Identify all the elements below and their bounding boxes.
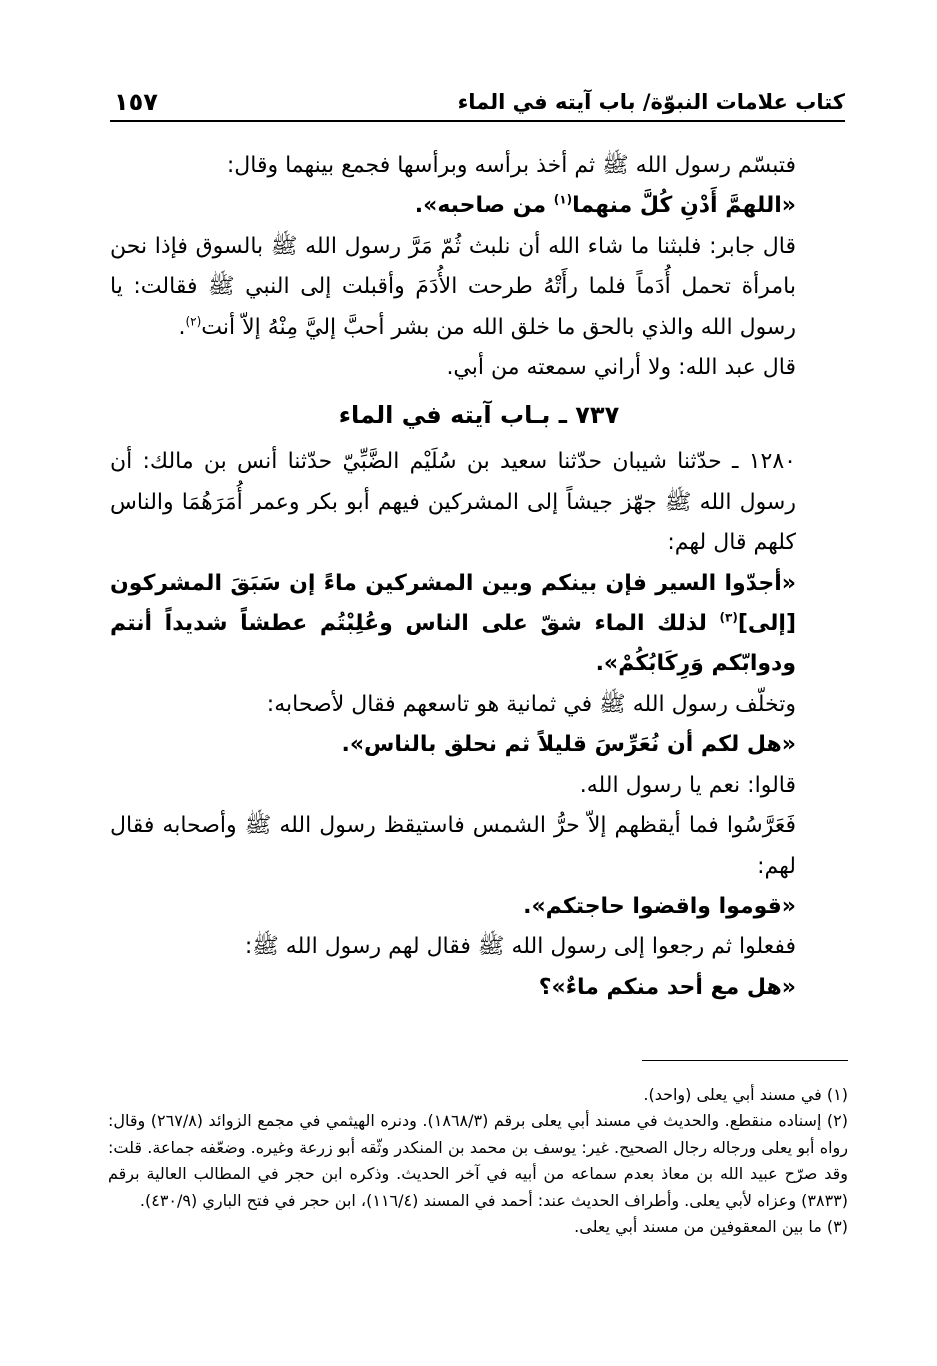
paragraph-2 bbox=[110, 186, 848, 226]
paragraph-3-end: . bbox=[178, 314, 186, 340]
paragraph-6 bbox=[110, 564, 848, 685]
paragraph-7: وتخلّف رسول الله ﷺ في ثمانية هو تاسعهم فقال لأصحابه: bbox=[266, 691, 796, 717]
quote-6-text: «أجدّوا السير فإن بينكم وبين المشركين ماءً إن سَبَقَ المشركون [إلى] bbox=[110, 570, 796, 637]
footnote-ref-2: (٢) bbox=[185, 314, 202, 329]
footnote-1: (١) في مسند أبي يعلى (واحد). bbox=[643, 1085, 848, 1104]
paragraph-3-text: قال جابر: فلبثنا ما شاء الله أن نلبث ثُمّ مَرَّ رسول الله ﷺ بالسوق فإذا نحن بامرأة تحمل أُدَماً فلما رأَتْهُ طرحت الأُدَمَ وأقبلت إلى النبي ﷺ فقالت: يا رسول الله والذي بالحق ما خلق الله من بشر أحبَّ إليَّ مِنْهُ إلاّ أنت bbox=[110, 233, 796, 340]
header-rule bbox=[110, 120, 845, 122]
footnote-ref-3: (٣) bbox=[719, 610, 738, 625]
running-header bbox=[110, 82, 845, 122]
paragraph-5: ١٢٨٠ ـ حدّثنا شيبان حدّثنا سعيد بن سُلَيْم الضَّبِّيّ حدّثنا أنس بن مالك: أن رسول الله ﷺ جهّز جيشاً إلى المشركين فيهم أبو بكر وعمر أُمَرَهُمَا والناس كلهم قال لهم: bbox=[110, 449, 796, 556]
quote-text-end: من صاحبه». bbox=[414, 193, 554, 219]
quote-text: «اللهمَّ أَدْنِ كُلَّ منهما bbox=[572, 193, 796, 219]
paragraph-9: قالوا: نعم يا رسول الله. bbox=[579, 772, 796, 798]
running-title: كتاب علامات النبوّة/ باب آيته في الماء bbox=[457, 90, 845, 114]
paragraph-4: قال عبد الله: ولا أراني سمعته من أبي. bbox=[446, 355, 796, 381]
paragraph-13: «هل مع أحد منكم ماءٌ»؟ bbox=[538, 974, 796, 1000]
section-heading: ٧٣٧ ـ بـاب آيته في الماء bbox=[338, 401, 620, 430]
footnote-ref-1: (١) bbox=[553, 193, 573, 208]
paragraph-11: «قوموا واقضوا حاجتكم». bbox=[523, 893, 796, 919]
quote-6-end: لذلك الماء شقّ على الناس وعُلِبْتُم عطشاً شديداً أنتم ودوابّكم وَرِكَابُكُمْ». bbox=[110, 611, 796, 677]
paragraph-3 bbox=[110, 227, 848, 348]
paragraph-8: «هل لكم أن نُعَرِّسَ قليلاً ثم نحلق بالناس». bbox=[341, 732, 796, 758]
main-text bbox=[110, 146, 848, 1008]
paragraph-10: فَعَرَّسُوا فما أيقظهم إلاّ حرُّ الشمس فاستيقظ رسول الله ﷺ وأصحابه فقال لهم: bbox=[110, 813, 796, 879]
footnotes bbox=[108, 1082, 848, 1240]
footnote-separator bbox=[642, 1060, 848, 1061]
footnote-2: (٢) إسناده منقطع. والحديث في مسند أبي يعلى برقم (١٨٦٨/٣). ودنره الهيثمي في مجمع الزوائد (٢٦٧/٨) وقال: رواه أبو يعلى ورجاله رجال الصحيح. غير: يوسف بن محمد بن المنكدر وثّقه أبو زرعة وغيره. وضعّفه جماعة. قلت: وقد صرّح عبيد الله بن معاذ بعدم سماعه من أبيه في آخر الحديث. وذكره ابن حجر في المطالب العالية برقم (٣٨٣٣) وعزاه لأبي يعلى. وأطراف الحديث عند: أحمد في المسند (١١٦/٤)، ابن حجر في فتح الباري (٤٣٠/٩). bbox=[108, 1111, 849, 1210]
footnote-3: (٣) ما بين المعقوفين من مسند أبي يعلى. bbox=[574, 1217, 848, 1237]
paragraph-12: ففعلوا ثم رجعوا إلى رسول الله ﷺ فقال لهم رسول الله ﷺ: bbox=[244, 934, 796, 960]
paragraph-1: فتبسّم رسول الله ﷺ ثم أخذ برأسه وبرأسها فجمع بينهما وقال: bbox=[226, 153, 796, 178]
page-number: ١٥٧ bbox=[114, 88, 158, 116]
